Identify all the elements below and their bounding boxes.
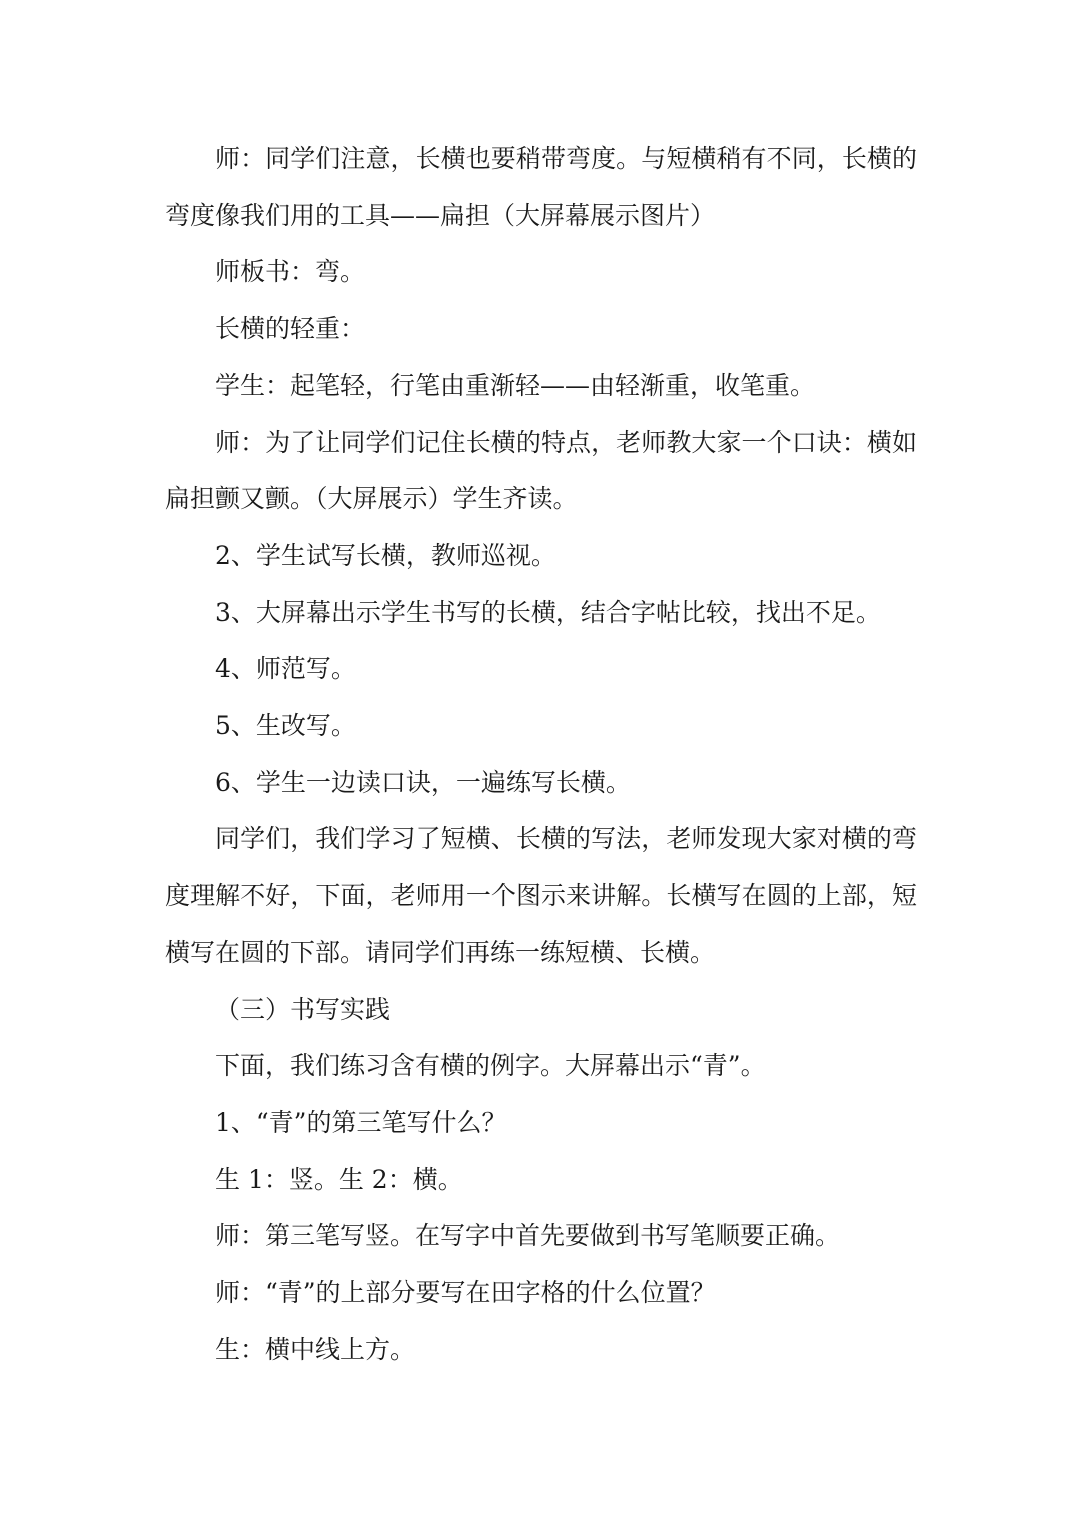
paragraph: 生：横中线上方。 [215, 1334, 416, 1364]
paragraph: 师板书：弯。 [215, 257, 366, 287]
section-heading: （三）书写实践 [215, 994, 391, 1024]
paragraph: 3、大屏幕出示学生书写的长横，结合字帖比较，找出不足。 [215, 597, 881, 627]
paragraph: 5、生改写。 [215, 711, 356, 741]
document-body [165, 131, 917, 1378]
paragraph: 师：“青”的上部分要写在田字格的什么位置？ [215, 1278, 716, 1308]
paragraph: 同学们，我们学习了短横、长横的写法，老师发现大家对横的弯度理解不好，下面，老师用一个图示来讲解。长横写在圆的上部，短横写在圆的下部。请同学们再练一练短横、长横。 [165, 824, 917, 967]
paragraph: 2、学生试写长横，教师巡视。 [215, 540, 556, 570]
paragraph: 生 1：竖。生 2：横。 [215, 1164, 463, 1194]
paragraph: 学生：起笔轻，行笔由重渐轻——由轻渐重，收笔重。 [215, 370, 816, 400]
paragraph: 师：第三笔写竖。在写字中首先要做到书写笔顺要正确。 [215, 1221, 841, 1251]
paragraph: 1、“青”的第三笔写什么？ [215, 1107, 507, 1137]
paragraph: 师：同学们注意，长横也要稍带弯度。与短横稍有不同，长横的弯度像我们用的工具——扁担（大屏幕展示图片） [165, 144, 917, 230]
paragraph: 长横的轻重： [215, 314, 366, 344]
paragraph: 师：为了让同学们记住长横的特点，老师教大家一个口诀：横如扁担颤又颤。（大屏展示）学生齐读。 [165, 427, 917, 514]
paragraph: 下面，我们练习含有横的例字。大屏幕出示“青”。 [215, 1051, 766, 1081]
paragraph: 4、师范写。 [215, 654, 356, 684]
paragraph: 6、学生一边读口诀，一遍练写长横。 [215, 767, 631, 797]
